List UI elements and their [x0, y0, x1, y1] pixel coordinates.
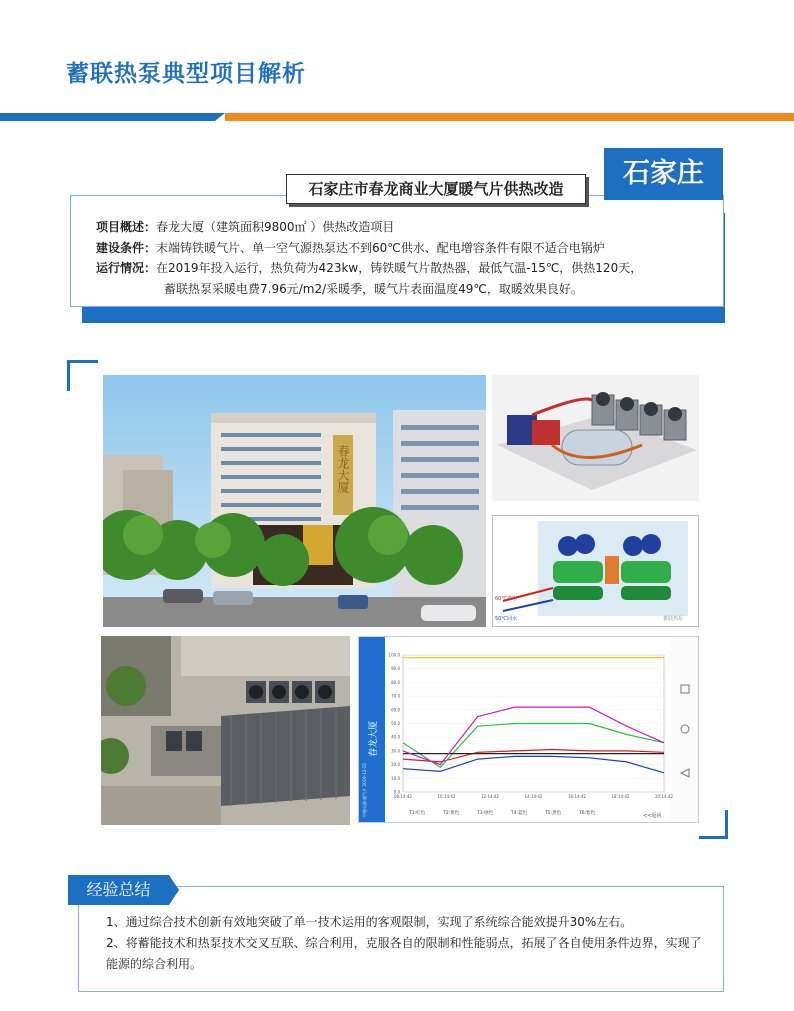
summary-label: 经验总结	[68, 875, 169, 905]
legend-item: T5:黑色	[545, 811, 562, 816]
project-info	[96, 217, 642, 299]
corner-bracket-top-left	[67, 360, 98, 391]
diagram-logo: 蓄联热泵	[663, 616, 684, 622]
summary-text	[106, 912, 706, 975]
operation-text: 在2019年投入运行，热负荷为423kw，铸铁暖气片散热器，最低气温-15℃，供热120天，	[156, 261, 643, 275]
x-tick-label: 08:14:42	[394, 794, 412, 799]
x-tick-label: 14:14:42	[524, 794, 543, 799]
construction-row	[96, 238, 642, 259]
y-tick-label: 90.0	[391, 666, 400, 672]
monitor-title: 春龙大厦	[369, 720, 379, 757]
legend-item: T1:红色	[409, 811, 426, 816]
y-tick-label: 70.0	[391, 693, 400, 699]
y-tick-label: 20.0	[391, 762, 400, 768]
x-tick-label: 18:14:42	[611, 794, 630, 799]
construction-label: 建设条件：	[96, 240, 157, 255]
monitor-subtitle: 中地电源·暖气片 2019-12-15	[362, 763, 367, 817]
monitor-screenshot	[358, 636, 699, 823]
legend-item: T2:黄色	[443, 811, 460, 816]
overview-row	[96, 217, 642, 238]
summary-item-2: 2、将蓄能技术和热泵技术交叉互联、综合利用，克服各自的限制和性能弱点，拓展了各自使用条件边界，实现了能源的综合利用。	[106, 936, 702, 971]
y-tick-label: 100.0	[388, 652, 400, 658]
overview-text: 春龙大厦（建筑面积9800㎡ ）供热改造项目	[156, 220, 395, 234]
x-tick-label: 10:14:42	[437, 794, 456, 799]
project-title: 石家庄市春龙商业大厦暖气片供热改造	[286, 174, 586, 204]
overview-label: 项目概述：	[96, 220, 157, 234]
header-divider-orange	[225, 113, 794, 121]
construction-text: 末端铸铁暖气片、单一空气源热泵达不到60℃供水、配电增容条件有限不适合电锅炉	[156, 240, 605, 255]
building-photo	[103, 375, 486, 627]
page-title: 蓄联热泵典型项目解析	[66, 61, 306, 87]
diagram-label-supply: 60℃供水	[495, 596, 517, 602]
operation-label: 运行情况：	[96, 261, 157, 275]
building-sign-text: 春龙大厦	[336, 445, 350, 493]
x-tick-label: 16:14:42	[568, 794, 586, 799]
x-tick-label: 12:14:42	[481, 794, 499, 799]
y-tick-label: 80.0	[391, 679, 400, 685]
legend-item: T4:蓝色	[511, 811, 528, 816]
city-tag: 石家庄	[604, 148, 723, 200]
legend-item: T3:绿色	[477, 811, 494, 816]
y-tick-label: 50.0	[391, 721, 400, 726]
y-tick-label: 10.0	[391, 775, 400, 781]
system-diagram	[492, 515, 699, 627]
y-tick-label: 40.0	[391, 734, 400, 740]
summary-item-1: 1、通过综合技术创新有效地突破了单一技术运用的客观限制，实现了系统综合能效提升30%左右。	[106, 915, 633, 929]
header-divider-blue	[0, 113, 215, 121]
y-tick-label: 60.0	[391, 707, 400, 713]
operation-row-cont: 蓄联热泵采暖电费7.96元/m2/采暖季，暖气片表面温度49℃，取暖效果良好。	[164, 281, 583, 296]
corner-bracket-bottom-right	[699, 810, 728, 839]
y-tick-label: 0.0	[393, 789, 400, 795]
x-tick-label: 20:14:42	[655, 794, 673, 799]
diagram-label-return: 50℃回水	[495, 616, 517, 622]
rooftop-photo	[101, 636, 350, 825]
monitor-back[interactable]: <<返回	[643, 813, 662, 819]
y-tick-label: 30.0	[391, 748, 400, 754]
legend-item: T6:紫色	[579, 811, 596, 816]
system-photo	[492, 375, 699, 501]
operation-row	[96, 258, 642, 279]
